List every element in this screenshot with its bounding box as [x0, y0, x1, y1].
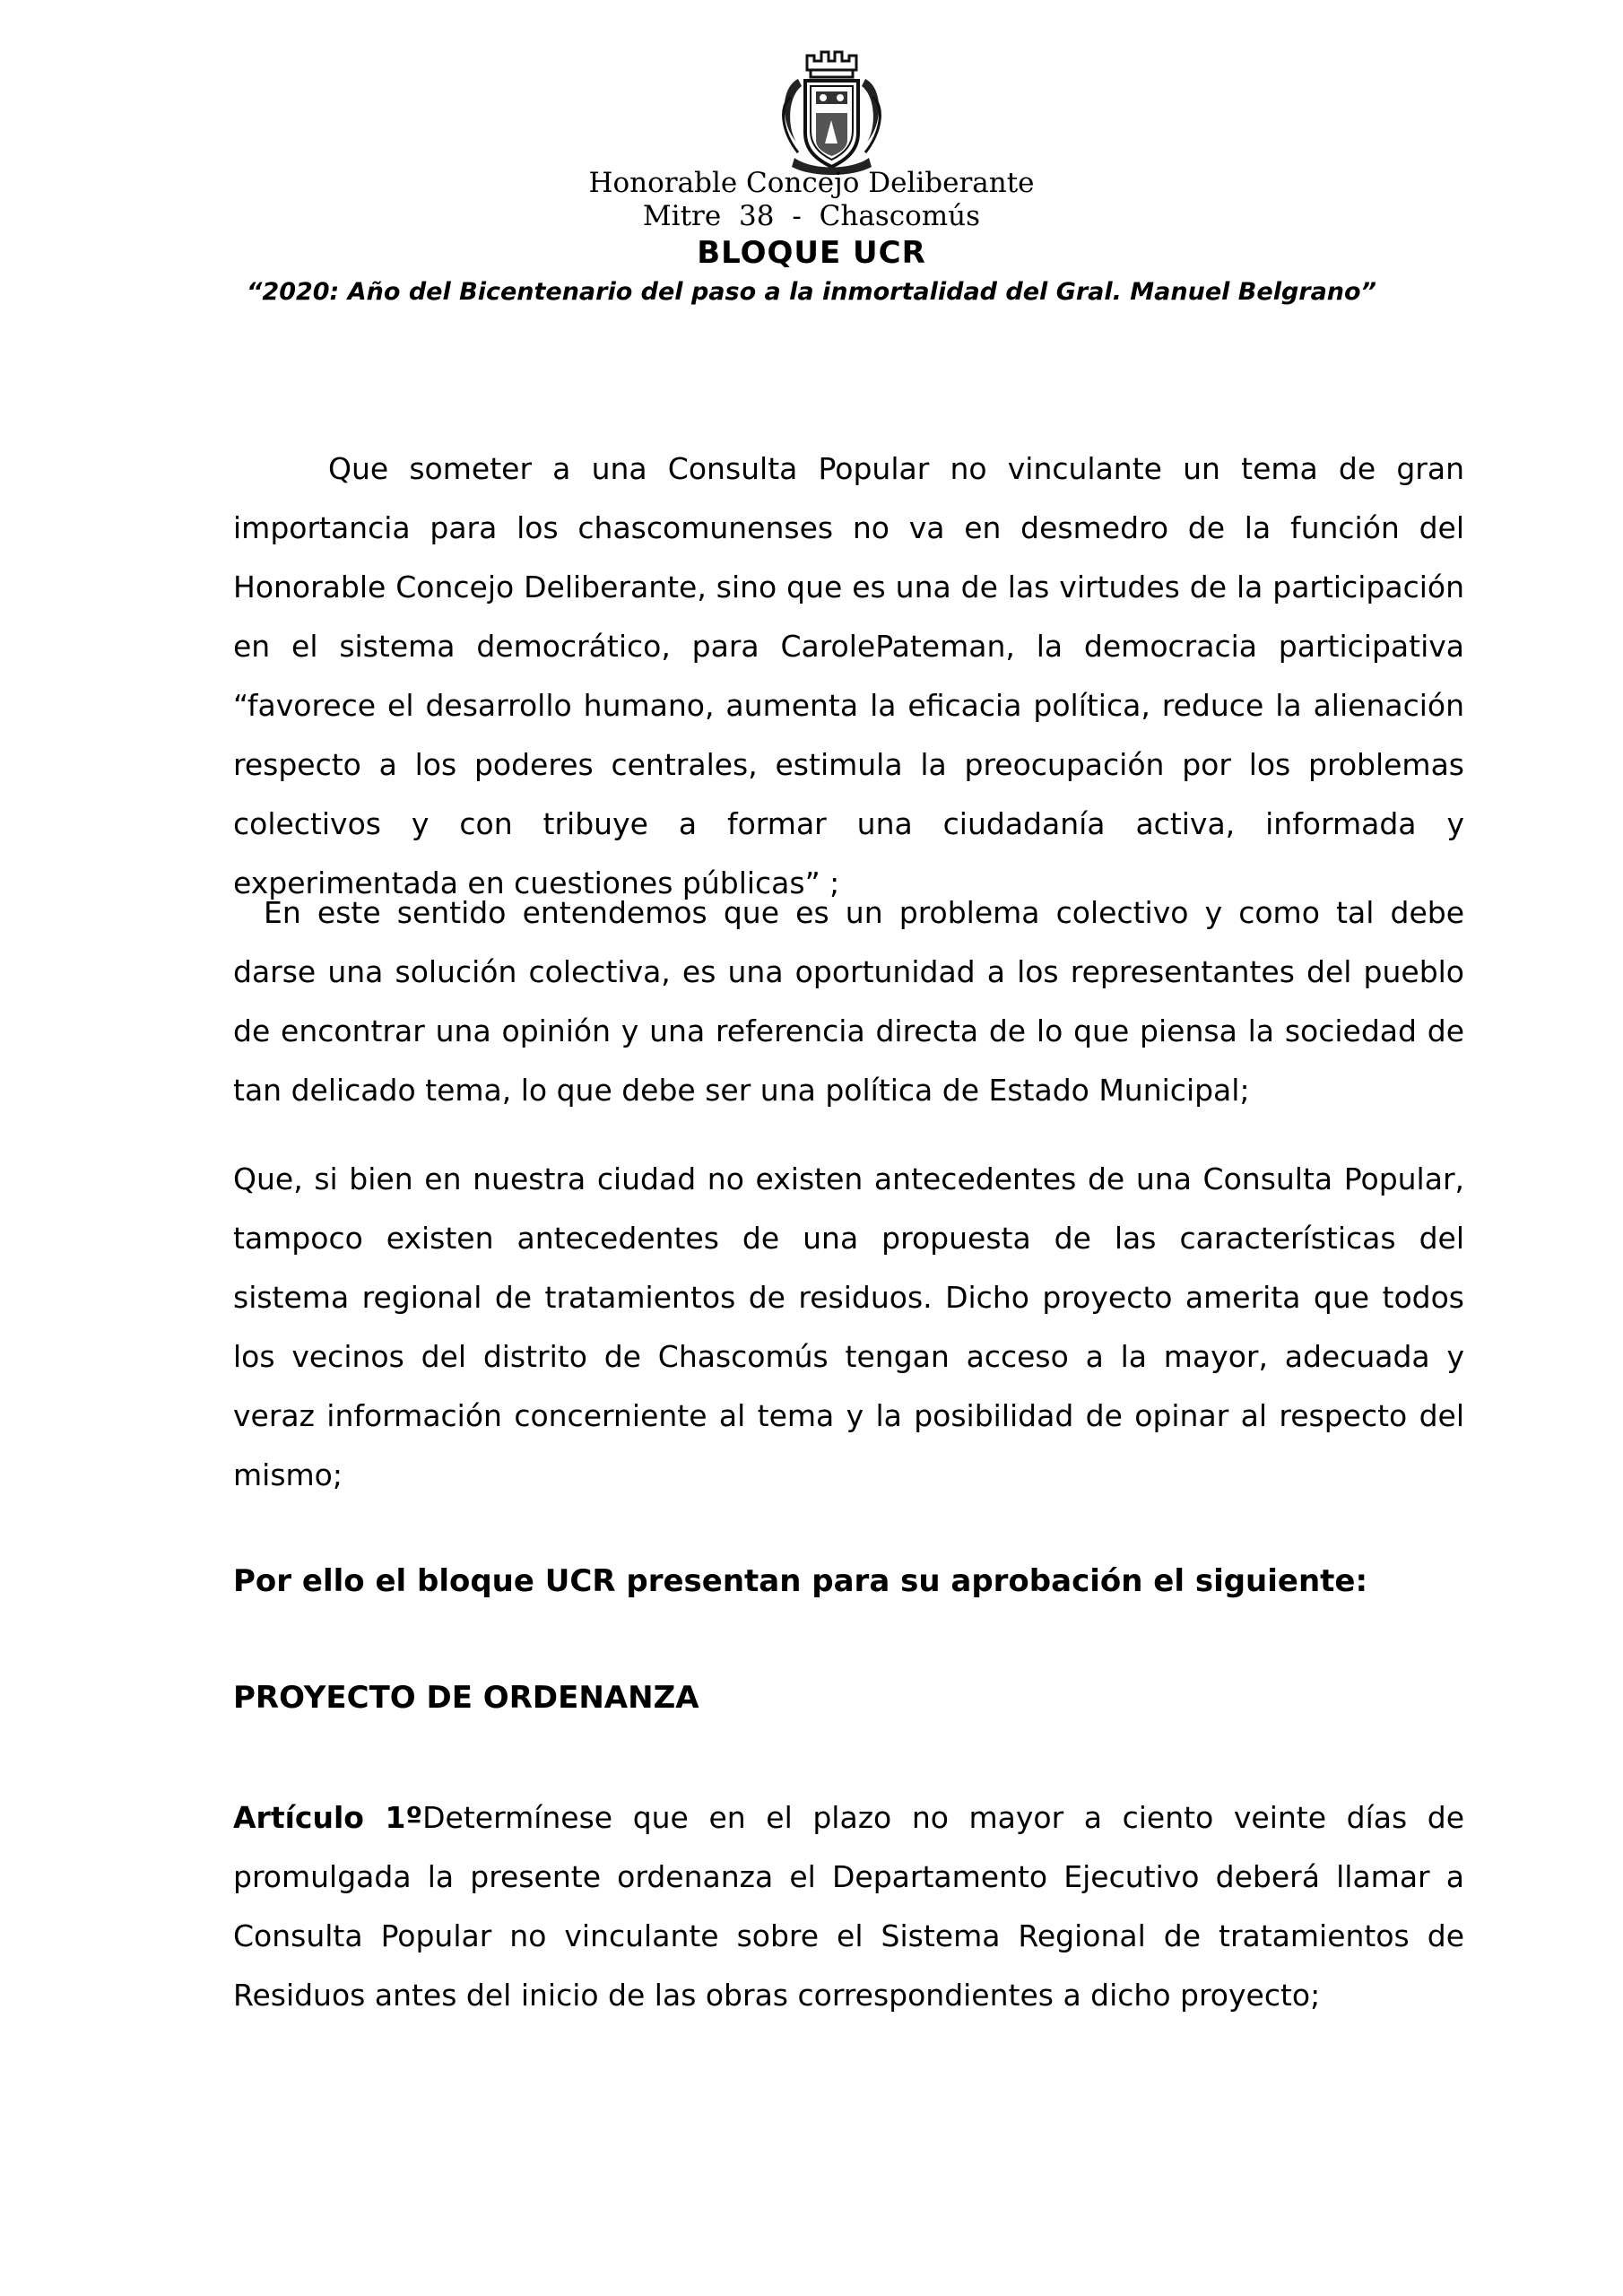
- article-1-text: Determínese que en el plazo no mayor a ciento veinte días de promulgada la presente ordenanza el Departamento Ejecutivo deberá llamar a Consulta Popular no vinculante sobre el Sistema Regional de tratamientos de Residuos antes del inicio de las obras correspondientes a dicho proyecto;: [233, 1800, 1465, 2013]
- bloque-title: BLOQUE UCR: [697, 235, 926, 271]
- institution-name: Honorable Concejo Deliberante: [588, 167, 1035, 199]
- article-1-label: Artículo 1º: [233, 1800, 423, 1835]
- paragraph-problema-colectivo: En este sentido entendemos que es un problema colectivo y como tal debe darse una solución colectiva, es una oportunidad a los representantes del pueblo de encontrar una opinión y una referencia directa de lo que piensa la sociedad de tan delicado tema, lo que debe ser una política de Estado Municipal;: [233, 895, 1464, 1108]
- letterhead: [0, 167, 1623, 312]
- intro-heading: Por ello el bloque UCR presentan para su aprobación el siguiente:: [233, 1563, 1368, 1599]
- municipal-coat-of-arms-icon: [771, 43, 892, 178]
- institution-address: Mitre 38 - Chascomús: [642, 200, 981, 232]
- proyecto-heading: PROYECTO DE ORDENANZA: [233, 1680, 699, 1716]
- article-1: [233, 1788, 1464, 2025]
- paragraph-antecedentes: Que, si bien en nuestra ciudad no existen antecedentes de una Consulta Popular, tampoco existen antecedentes de una propuesta de las características del sistema regional de tratamientos de residuos. Dicho proyecto amerita que todos los vecinos del distrito de Chascomús tengan acceso a la mayor, adecuada y veraz información concerniente al tema y la posibilidad de opinar al respecto del mismo;: [233, 1161, 1464, 1492]
- paragraph-consulta-popular: Que someter a una Consulta Popular no vinculante un tema de gran importancia para los chascomunenses no va en desmedro de la función del Honorable Concejo Deliberante, sino que es una de las virtudes de la participación en el sistema democrático, para CarolePateman, la democracia participativa “favorece el desarrollo humano, aumenta la eficacia política, reduce la alienación respecto a los poderes centrales, estimula la preocupación por los problemas colectivos y con tribuye a formar una ciudadanía activa, informada y experimentada en cuestiones públicas” ;: [233, 451, 1464, 900]
- year-motto: “2020: Año del Bicentenario del paso a la inmortalidad del Gral. Manuel Belgrano”: [247, 278, 1376, 306]
